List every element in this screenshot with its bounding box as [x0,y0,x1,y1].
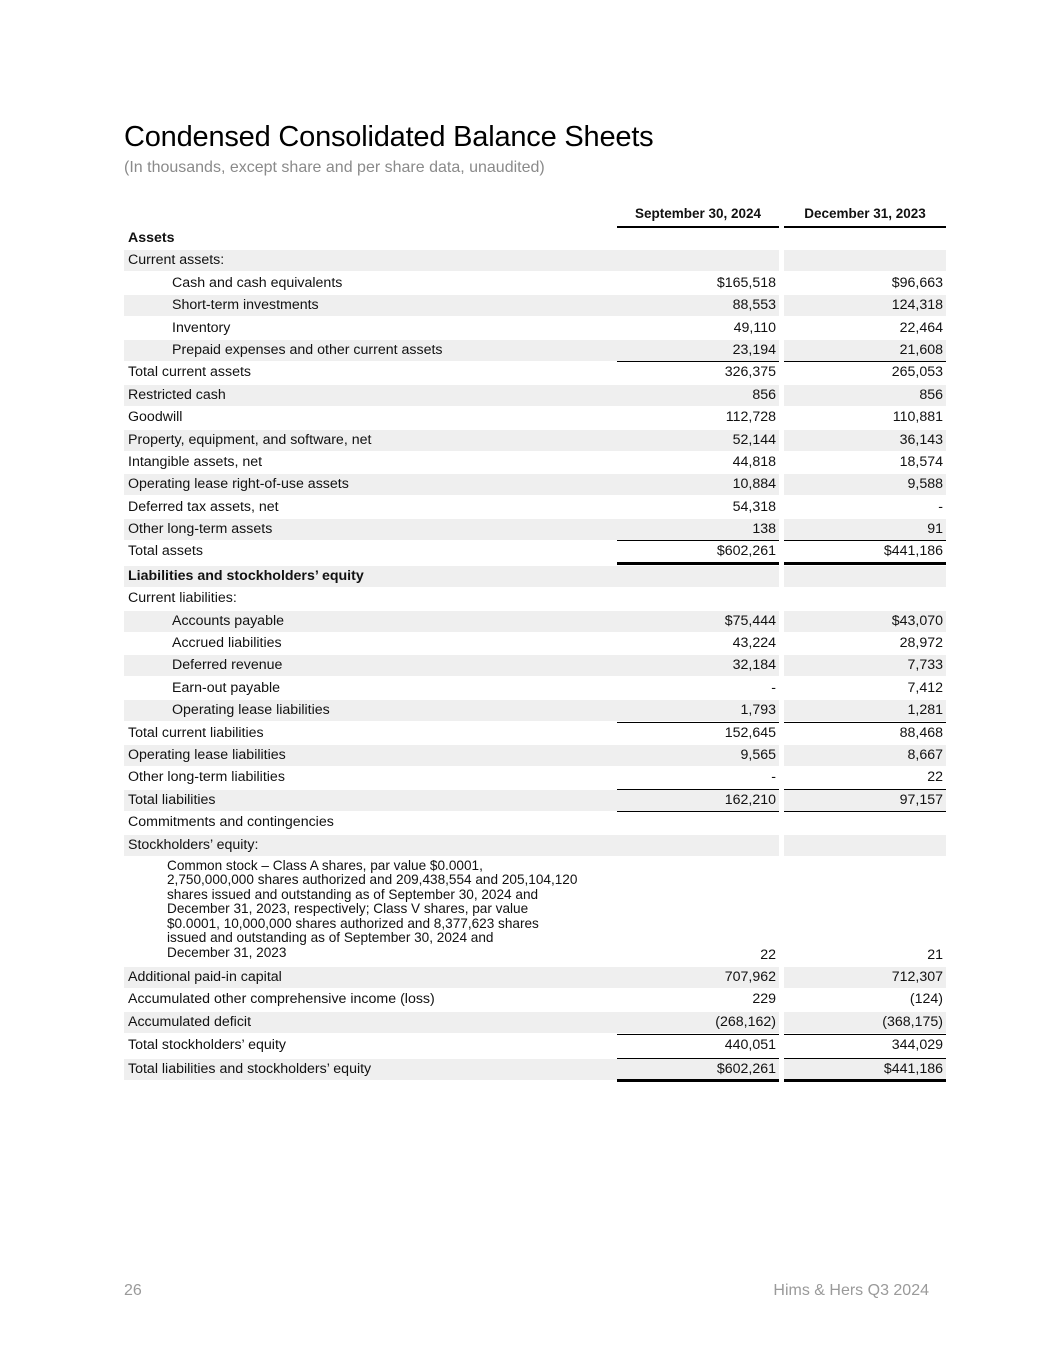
footer-brand: Hims & Hers Q3 2024 [773,1282,929,1299]
column-header-row [124,203,946,227]
value-2023: 21 [927,946,943,963]
value-2023: 1,281 [907,702,943,719]
table-row [124,317,946,339]
value-2023: 7,412 [907,679,943,696]
table-row [124,227,946,249]
value-2023: 36,143 [899,431,943,448]
value-2024: - [771,769,776,786]
value-2024: 152,645 [724,724,776,741]
column-header-dec-2023: December 31, 2023 [784,203,946,228]
table-row-common-stock [124,856,946,966]
value-2024: 229 [752,991,776,1008]
table-row [124,339,946,361]
column-header-sep-2024: September 30, 2024 [617,203,779,228]
value-2023: 265,053 [891,364,943,381]
table-row [124,429,946,451]
value-2024: 49,110 [733,319,776,336]
value-2023: 8,667 [907,746,943,763]
table-row [124,789,946,811]
value-2023: $43,070 [891,612,943,629]
value-2024: 707,962 [724,968,776,985]
row-label: Other long-term liabilities [128,769,285,786]
table-row [124,677,946,699]
value-2023: 28,972 [899,635,943,652]
row-label: Total liabilities [128,791,216,808]
value-2023: 21,608 [899,341,943,358]
value-2024: $602,261 [716,543,776,560]
row-label: Cash and cash equivalents [172,274,343,291]
table-row [124,966,946,988]
balance-sheet-table [124,203,946,1080]
row-label: Accumulated other comprehensive income (loss) [128,991,435,1008]
value-2024: 1,793 [740,702,776,719]
row-label: Accrued liabilities [172,635,282,652]
value-2023: (124) [909,991,943,1008]
section-heading: Assets [128,230,175,246]
value-2024: 9,565 [740,746,776,763]
row-label: Total stockholders’ equity [128,1037,286,1054]
row-label: Deferred revenue [172,657,283,674]
table-row [124,587,946,609]
value-2024: 22 [760,946,776,963]
table-row [124,451,946,473]
value-2023: 22 [927,769,943,786]
row-label: Operating lease liabilities [128,746,286,763]
row-label: Commitments and contingencies [128,814,334,831]
row-label: Accounts payable [172,612,284,629]
table-row [124,699,946,721]
value-2024: $75,444 [724,612,776,629]
table-row [124,540,946,562]
row-label: Additional paid-in capital [128,968,282,985]
table-row [124,294,946,316]
value-2024: 138 [752,521,776,538]
table-row [124,384,946,406]
value-2023: $441,186 [883,543,943,560]
value-2024: 32,184 [732,657,776,674]
value-2023: 97,157 [899,791,943,808]
value-2023: 856 [919,386,943,403]
value-2024: 112,728 [725,409,776,426]
table-row [124,1058,946,1080]
value-2024: $165,518 [716,274,776,291]
value-2024: 10,884 [732,476,776,493]
value-2023: 712,307 [891,968,943,985]
row-label: Current assets: [128,252,225,269]
value-2023: 9,588 [907,476,943,493]
value-2023: 91 [927,521,943,538]
table-row [124,654,946,676]
table-row [124,1011,946,1033]
row-label: Operating lease liabilities [172,702,330,719]
row-label: Earn-out payable [172,679,281,696]
table-row [124,766,946,788]
row-label: Restricted cash [128,386,226,403]
row-label: Total current assets [128,364,252,381]
table-row [124,249,946,271]
table-row [124,518,946,540]
row-label: Total current liabilities [128,724,264,741]
table-row [124,565,946,587]
value-2024: 54,318 [732,498,776,515]
value-2023: 88,468 [899,724,943,741]
table-row [124,610,946,632]
value-2023: 344,029 [891,1037,943,1054]
value-2023: 18,574 [899,453,943,470]
row-label: Short-term investments [172,297,319,314]
value-2024: 856 [752,386,776,403]
value-2023: 124,318 [891,297,943,314]
value-2023: 110,881 [892,409,943,426]
row-label: Stockholders’ equity: [128,836,259,853]
row-label: Total assets [128,543,203,560]
table-row [124,988,946,1010]
value-2024: 23,194 [732,341,776,358]
table-row [124,272,946,294]
value-2023: 22,464 [899,319,943,336]
row-label: Prepaid expenses and other current assets [172,341,443,358]
row-label: Other long-term assets [128,521,273,538]
table-row [124,361,946,383]
row-label: Inventory [172,319,231,336]
row-label: Operating lease right-of-use assets [128,476,349,493]
page-subtitle: (In thousands, except share and per share data, unaudited) [124,159,545,176]
table-row [124,834,946,856]
row-label: Property, equipment, and software, net [128,431,372,448]
row-label: Deferred tax assets, net [128,498,279,515]
table-row [124,406,946,428]
value-2023: - [938,498,943,515]
value-2023: (368,175) [882,1013,943,1030]
row-label: Intangible assets, net [128,453,263,470]
value-2024: 44,818 [732,453,776,470]
page-number: 26 [124,1282,142,1299]
table-row [124,1034,946,1056]
table-row [124,722,946,744]
value-2023: $441,186 [883,1060,943,1077]
row-label: Common stock – Class A shares, par value $0.0001, 2,750,000,000 shares authorized and 209,438,554 and 205,104,120 shares issued and outstanding as of September 30, 2024 and December 31, 2023, respectively; Class V shares, par value $0.0001, 10,000,000 shares authorized and 8,377,623 shares issued and outstanding as of September 30, 2024 and December 31, 2023 [167,857,578,960]
value-2024: $602,261 [716,1060,776,1077]
value-2023: $96,663 [891,274,943,291]
value-2024: - [771,679,776,696]
value-2024: 440,051 [724,1037,776,1054]
table-row [124,496,946,518]
value-2024: 52,144 [732,431,776,448]
section-heading: Liabilities and stockholders’ equity [128,567,364,584]
value-2023: 7,733 [907,657,943,674]
row-label: Goodwill [128,409,183,426]
value-2024: 88,553 [732,297,776,314]
value-2024: 43,224 [732,635,776,652]
value-2024: (268,162) [715,1013,776,1030]
row-label: Accumulated deficit [128,1013,252,1030]
row-label: Current liabilities: [128,590,237,607]
value-2024: 162,210 [724,791,776,808]
table-row [124,811,946,833]
value-2024: 326,375 [724,364,776,381]
row-label: Total liabilities and stockholders’ equity [128,1060,372,1077]
table-row [124,632,946,654]
table-row [124,473,946,495]
page-title: Condensed Consolidated Balance Sheets [124,121,654,153]
table-row [124,744,946,766]
